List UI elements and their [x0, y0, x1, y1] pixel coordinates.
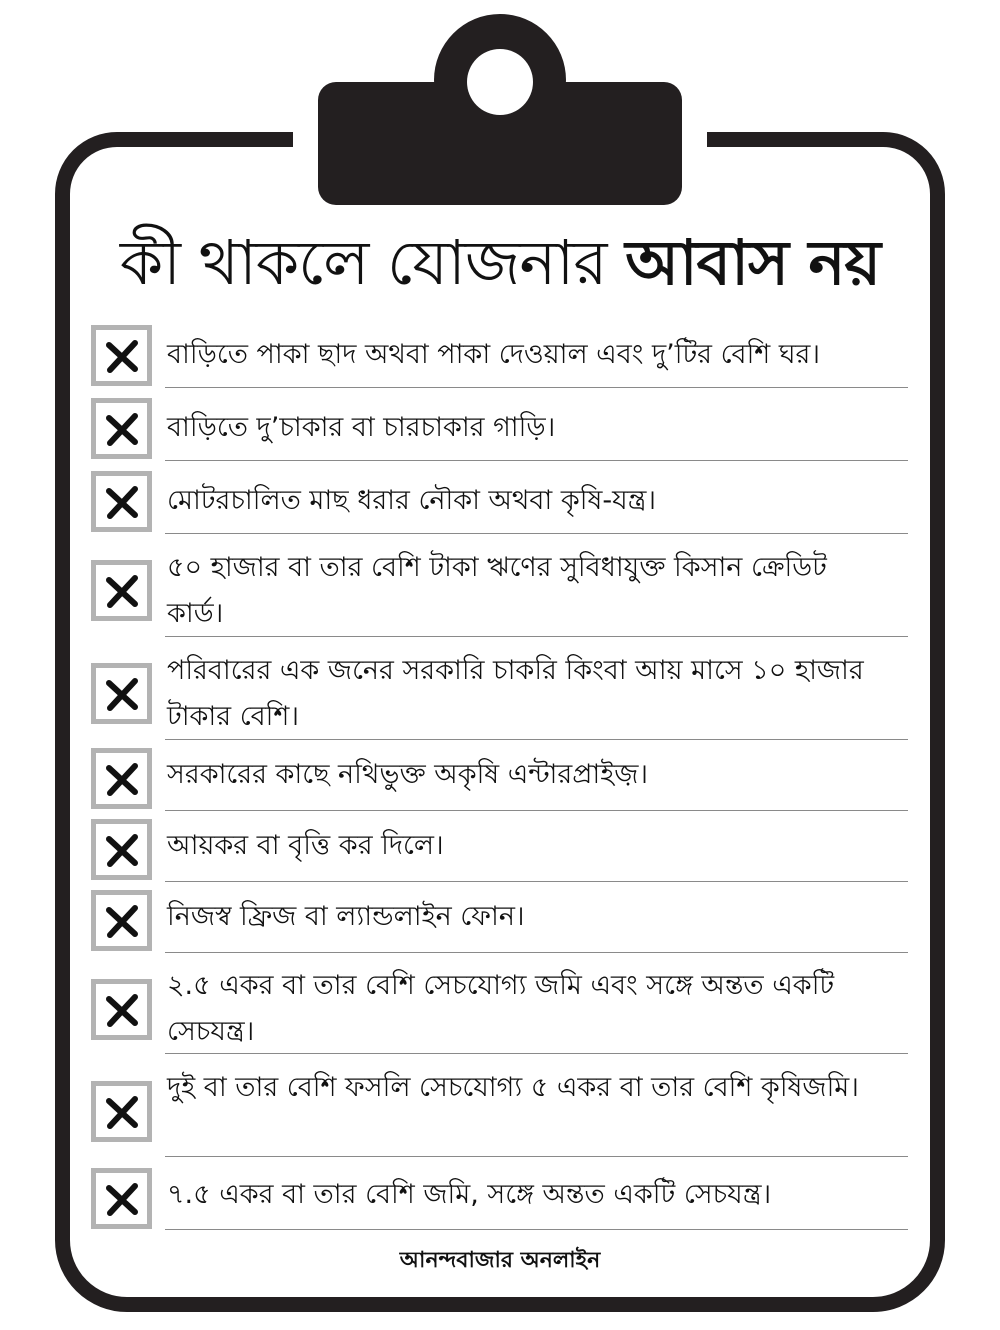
x-mark-icon: [104, 832, 140, 868]
item-text: বাড়িতে পাকা ছাদ অথবা পাকা দেওয়াল এবং দু’টির বেশি ঘর।: [167, 339, 821, 370]
item-text: বাড়িতে দু’চাকার বা চারচাকার গাড়ি।: [167, 412, 556, 443]
checkbox: [91, 748, 152, 809]
x-mark-icon: [104, 903, 140, 939]
x-mark-icon: [104, 1181, 140, 1217]
checkbox: [91, 979, 152, 1040]
x-mark-icon: [104, 676, 140, 712]
divider: [165, 1053, 908, 1054]
checkbox: [91, 1168, 152, 1229]
divider: [165, 810, 908, 811]
checkbox: [91, 819, 152, 880]
divider: [165, 636, 908, 637]
item-text: পরিবারের এক জনের সরকারি চাকরি কিংবা আয় মাসে ১০ হাজার টাকার বেশি।: [167, 655, 864, 732]
x-mark-icon: [104, 338, 140, 374]
title-regular: কী থাকলে যোজনার: [119, 226, 607, 299]
checkbox: [91, 398, 152, 459]
x-mark-icon: [104, 573, 140, 609]
item-text: সরকারের কাছে নথিভুক্ত অকৃষি এন্টারপ্রাইজ়।: [167, 759, 649, 790]
item-text: মোটরচালিত মাছ ধরার নৌকা অথবা কৃষি-যন্ত্র।: [167, 485, 657, 516]
divider: [165, 533, 908, 534]
item-text: দুই বা তার বেশি ফসলি সেচযোগ্য ৫ একর বা তার বেশি কৃষিজমি।: [167, 1072, 859, 1103]
checkbox: [91, 560, 152, 621]
checkbox: [91, 325, 152, 386]
divider: [165, 739, 908, 740]
page-title: [0, 218, 1000, 308]
divider: [165, 1229, 908, 1230]
item-text: ৫০ হাজার বা তার বেশি টাকা ঋণের সুবিধাযুক্ত কিসান ক্রেডিট কার্ড।: [167, 552, 827, 629]
x-mark-icon: [104, 992, 140, 1028]
checkbox: [91, 1081, 152, 1142]
x-mark-icon: [104, 484, 140, 520]
title-bold: আবাস নয়: [625, 226, 881, 299]
x-mark-icon: [104, 761, 140, 797]
x-mark-icon: [104, 411, 140, 447]
item-text: আয়কর বা বৃত্তি কর দিলে।: [167, 830, 444, 861]
checkbox: [91, 890, 152, 951]
item-text: নিজস্ব ফ্রিজ বা ল্যান্ডলাইন ফোন।: [167, 901, 525, 932]
x-mark-icon: [104, 1094, 140, 1130]
divider: [165, 952, 908, 953]
clipboard-clip-hole: [467, 49, 533, 115]
checkbox: [91, 663, 152, 724]
checkbox: [91, 471, 152, 532]
source-credit: আনন্দবাজার অনলাইন: [399, 1248, 601, 1273]
divider: [165, 387, 908, 388]
divider: [165, 1156, 908, 1157]
item-text: ২.৫ একর বা তার বেশি সেচযোগ্য জমি এবং সঙ্গে অন্তত একটি সেচযন্ত্র।: [167, 970, 835, 1047]
divider: [165, 460, 908, 461]
divider: [165, 881, 908, 882]
item-text: ৭.৫ একর বা তার বেশি জমি, সঙ্গে অন্তত একটি সেচযন্ত্র।: [167, 1179, 772, 1210]
